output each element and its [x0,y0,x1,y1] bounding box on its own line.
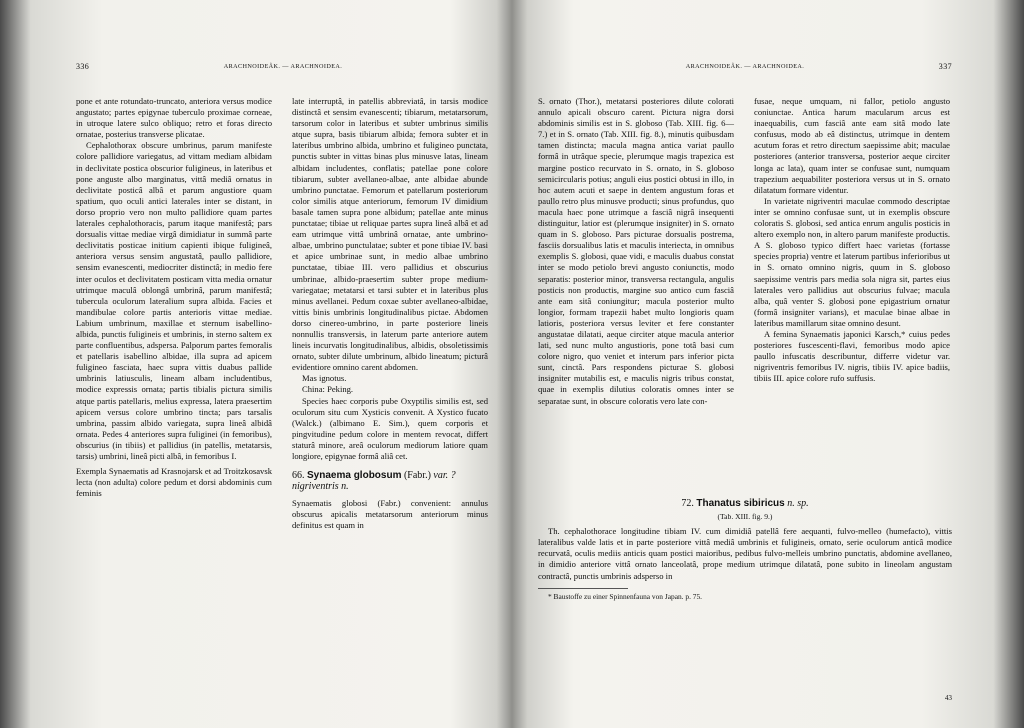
paragraph: Cephalothorax obscure umbrinus, parum manifeste colore pallidiore variegatus, ad vittam mediam albidam in declivitate postica obscurior fuligineus, in lateribus et pone anguste albo marginatus, vittâ mediâ ornatus in declivitate posticâ albâ et parum angustiore quam spatium, quo oculi antici laterales inter se distant, in dorso proprio vero non multo pallidiore quam partes laterales cephalothoracis, parum itaque manifestâ; pars dorsualis vittae mediae virgâ dimidiatur in summâ parte declivitatis posticae initium capienti ibique fuligineâ, anteriora versus sensim angustatâ, paullo pallidiore, sensim evanescenti, mediocriter distinctâ; in medio fere inter oculos et declivitatem posticam vitta media ornatur utrimque maculâ oblongâ umbrinâ, parum manifestâ; tubercula oculorum lateralium supra albida. Facies et mandibulae colore partis anterioris vittae mediae. Labium umbrinum, maxillae et sternum isabellino-albida, punctis fuligineis et umbrinis, in sterno saltem ex parte confluentibus, adspersa. Palporum partes femoralis et patellaris isabellino albidae, illa supra ad apicem fuligineo fasciata, haec supra vittis duabus pallide umbrinis latiusculis, lineam albam includentibus, modice expressis ornata; partis tibialis picturа similis atque partis patellaris, melius expressa, latera praesertim apicem versus colore umbrino tincta; pars tarsalis umbrina, passim albido variegata, supra lineâ albidâ ornata. Pedes 4 anteriores supra fuliginei (in femoribus), obscurius (in tibiis) et pallidius (in patellis, metatarsis, tarsis) umbrini, lineâ picti albâ, in femoribus I. [76,140,272,461]
paragraph: fusae, neque umquam, ni fallor, petiolo angusto coniunctae. Antica harum macularum arcus est inaequabilis, cum fasciâ ante eam sitâ modo late confusus, modo ab eâ distinctus, utrimque in dentem acutum foras et retro directum saepissime abit; maculae posteriores (anterior transversa, posterior aeque circiter longa ac lata), quam inter se confusae sunt, numquam trapezium aequabiliter posteriora versus ut in S. ornato dilatatum formare videntur. [754,96,950,195]
paragraph: Synaematis globosi (Fabr.) convenient: annulus obscurus apicalis metatarsorum anteriorum minus definitus est quam in [292,498,488,531]
line: Mas ignotus. [302,373,347,384]
species-heading [538,498,952,509]
short-lines [292,373,488,462]
right-running-head [538,62,952,74]
species-heading [292,470,488,492]
paragraph: Exempla Synaematis ad Krasnojarsk et ad Troitzkosavsk lecta (non adulta) colore pedum et dorsi abdominis cum feminis [76,466,272,499]
paragraph: late interruptâ, in patellis abbreviatâ, in tarsis modice distinctâ et sensim evanescenti; tibiarum, metatarsorum, tarsorum color in lateribus et subter umbrinus similis atque supra, basis tibiarum albida; femora subter et in lateribus umbrino albida, umbrino et fuligineo punctata, punctis subter in vittas binas plus minusve latas, lineam albidam includentes, conflatis; patellae pone colore tibiarum, subter avellaneo-albae, ante albidae abunde umbrino punctatae. Femorum et patellarum posteriorum color similis atque anteriorum, femorum IV dimidium basale tamen supra pone albidum; patellae ante minus punctatae; tibiae ut reliquae partes supra lineâ albâ et ad eam utrimque vittâ umbrinâ ornatae, ante umbrino-albae, umbrino punctulatae; subter et pone tibiae IV. basi et apice umbrinae sunt, in medio albae umbrino punctatae, tibiae III. vero pallidius et obscurius umbrinae, albido-praesertim subter prope medium-variegatae; metatarsi et tarsi subter et in lateribus plus minus avellanei. Pedum coxae subter avellaneo-albidae, vittis binis umbrinis longitudinalibus pictae. Abdomen dorso cinereo-umbrino, in parte posteriore lineis nonnullis transversis, in laterum parte anteriore autem lineis incurvatis longitudinalibus, albidis, obsoletissimis ornato, subter dilute umbrinum, albido lineatum; picturâ evidentiore omnino carent abdomen. [292,96,488,373]
line: Species haec corporis pube Oxyptilis similis est, sed oculorum situ cum Xysticis convenit. A Xystico fucato (Walck.) (albimano E. Sim.), quem corporis et pingvitudine pedum colore in mentem revocat, differt staturâ minore, areâ oculorum mediorum latiore quam longiore, epigynae formâ aliâ cet. [292,395,488,461]
paragraph: Th. cephalothorace longitudine tibiam IV. cum dimidiâ patellâ fere aequanti, fulvo-melleo (humefacto), vittis lateralibus valde latis et in parte posteriore vittâ mediâ umbrinis et fuligineis, ornato, serie oculorum anticâ modice recurvatâ, oculis mediis anticis quam postici maioribus, pedibus fulvo-melleis umbrino punctatis, abdomine avellaneo, in dimidio anteriore vittâ ornato lanceolatâ, prope medium utrimque dilatatâ, pone subito in lineolam angustam contractâ, punctis umbrinis adsperso in [538,526,952,581]
right-page-number: 337 [938,62,952,71]
heading-species: Thanatus sibiricus [696,498,785,509]
left-running-title: ARACHNOIDEÅK. — ARACHNOIDEA. [223,63,343,70]
footnote [538,588,703,602]
heading-species: Synaema globosum [307,470,402,482]
heading-number: 66. [292,470,305,482]
footnote-text: * Baustoffe zu einer Spinnenfauna von Japan. p. 75. [548,591,703,601]
paragraph: In varietate nigriventri maculae commodo descriptae inter se omnino confusae sunt, ut in exemplis obscure coloratis S. globosi, sed antica enrum angulis posticis in altero exemplo non, in altero parum manifeste productis. A S. globoso typico differt haec varietas (fortasse species propria) ventre et laterum partibus inferioribus ut in S. ornato omnino nigris, quum in S. globoso saepissime ventris pars media sola nigra sit, partes eius laterales vero pallidius aut obscurius fulvae; macula alba, quâ venter S. globosi pone epigastrium ornatur (formâ insigniter varians), et maculae binae albae in lateribus mamillarum sitae omnino desunt. [754,195,950,328]
left-running-head [76,62,490,74]
right-heading-block [538,490,952,602]
signature-mark: 43 [944,694,952,702]
heading-var: var. ? nigriventris n. [292,470,456,493]
left-column-a [76,96,272,499]
left-page-number: 336 [76,62,90,71]
heading-subtitle: (Tab. XIII. fig. 9.) [717,512,773,522]
right-running-title: ARACHNOIDEÅK. — ARACHNOIDEA. [685,63,805,70]
left-column-b [292,96,488,532]
heading-author: n. sp. [787,498,809,509]
right-column-b [754,96,950,384]
paragraph: S. ornato (Thor.), metatarsi posteriores dilute colorati annulo apicali obscuro carent. Pictura nigra dorsi abdominis similis est in S. globoso (Tab. XIII. fig. 6—7.) et in S. ornato (Tab. XIII. fig. 8.), minutis quibusdam tamen distincta; macula magna antica variat paullo formâ in utrâque specie, plerumque magis trapezica est margine postico recurvato in S. ornato, in S. globoso semicircularis potius; anguli eius postici obtusi in illo, in hoc autem acuti et saepe in dentem angustum foras et paullo retro plus minusve producti; sinus profundus, quo macula haec pone utrimque a fasciâ nigrâ insequenti distinguitur, latior est (plerumque insigniter) in S. ornato quam in S. globoso. Pars picturae dorsualis postrema, fasciis dorsualibus latis et maculis interiecta, in omnibus exemplis S. globosi, quae vidi, e maculis duabus constat inter se modo petiolo brevi angusto coniunctis, modo separatis: posterior minor, transversa rectangula, angulis posticis non productis, margine suo antico cum fasciâ ante eam sitâ coniungitur; macula posterior multo longior, formam trapezii habet multo longioris quam latioris, posteriora versus leviter et fere constanter angustatae dilatati, aeque circiter atque macula anterior lati, sed nunc multo angustioris, pone totâ basi cum colore nigro, quo veniet et interum pars inferior picta sunt, cinctâ. Pars respondens picturae S. globosi insigniter mutabilis est, e maculis nigris tribus constat, quae in exemplis dilutius coloratis omnes inter se separatae sunt, in obscure coloratis vero late con- [538,96,734,406]
left-page [76,62,490,702]
paragraph: A femina Synaematis japonici Karsch,* cuius pedes posteriores fuscescenti-flavi, femoribus modo apice paullo infuscatis describuntur, differre videtur var. nigriventris femoribus IV. nigris, tibiis IV. apice badiis, tibiis III. apice colore rufo suffusis. [754,328,950,384]
right-page [538,62,952,702]
line: China: Peking. [302,384,354,395]
heading-author: (Fabr.) [403,470,431,482]
right-column-a [538,96,734,407]
heading-number: 72. [681,498,694,509]
paragraph: pone et ante rotundato-truncato, anteriora versus modice angustato; partes epigynae tuberculo proximae corneae, in utroque latere sulco obliquo; retro et foras directo ornatae, posterius transverse plicatae. [76,96,272,140]
